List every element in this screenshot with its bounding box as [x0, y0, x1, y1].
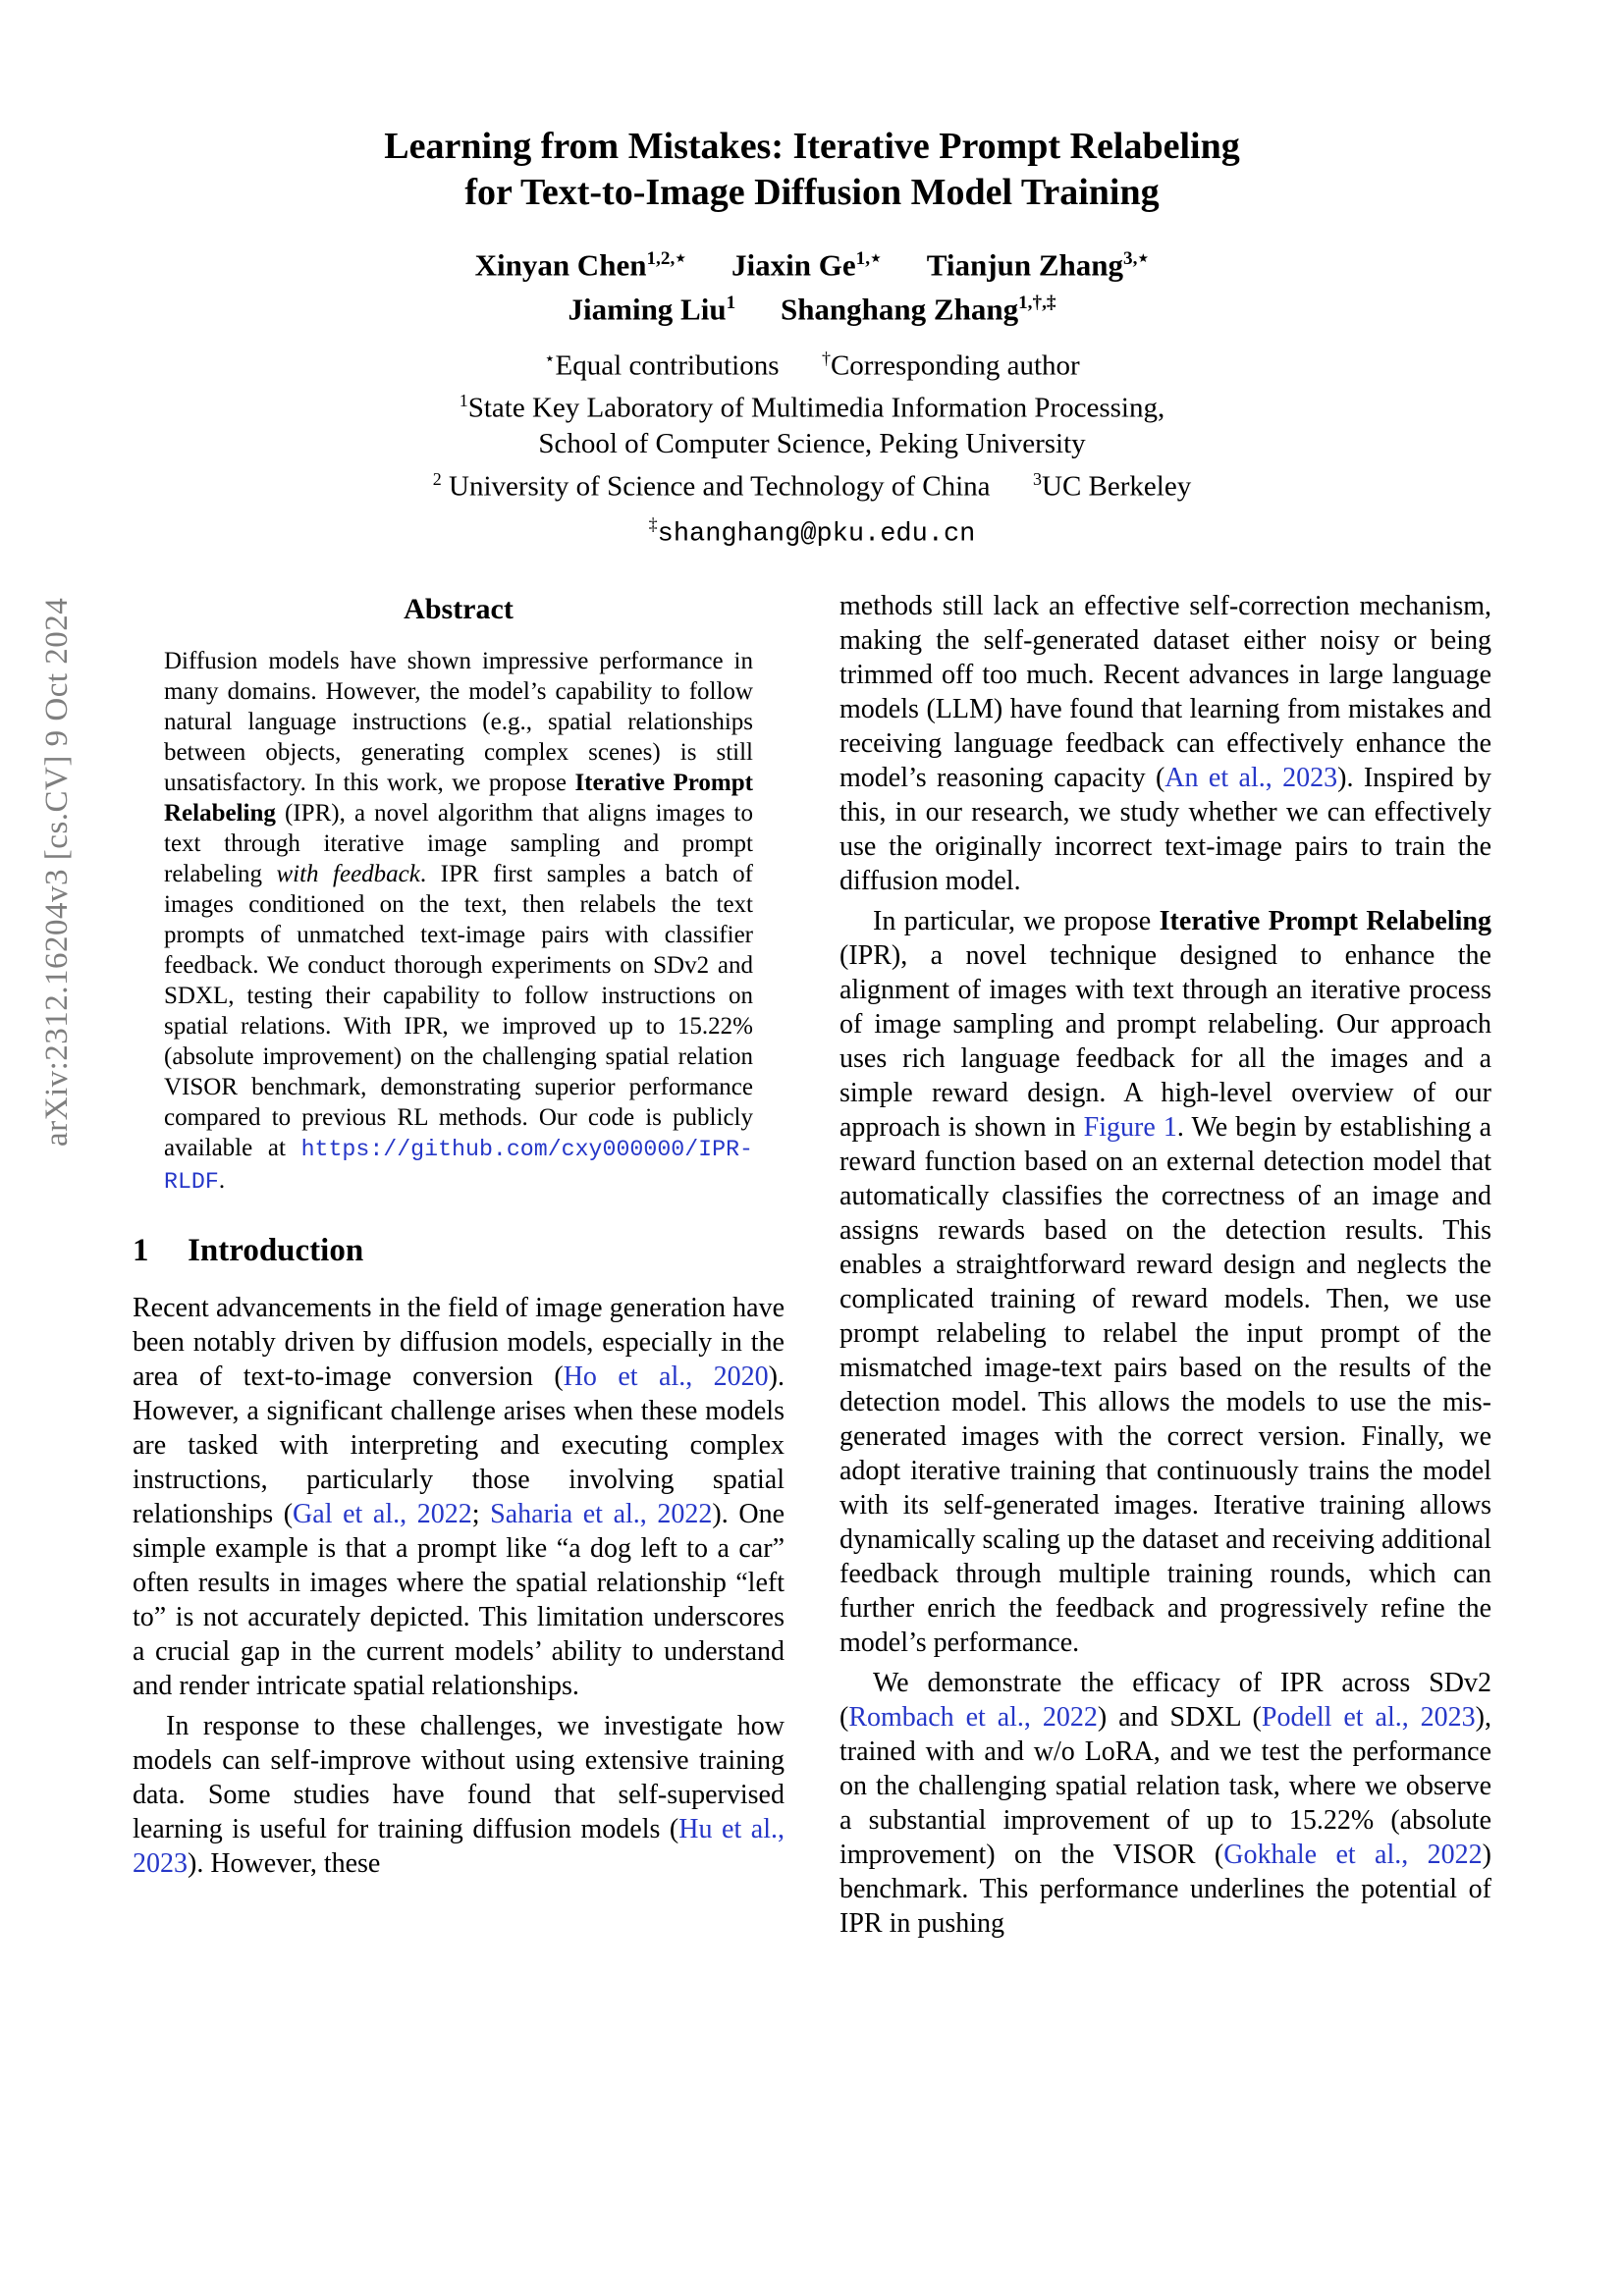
arxiv-watermark: arXiv:2312.16204v3 [cs.CV] 9 Oct 2024: [39, 597, 75, 1147]
abstract-heading: Abstract: [404, 593, 514, 626]
author-row-2: [133, 284, 1491, 328]
right-column: [839, 589, 1491, 1941]
section-heading-introduction: 1 Introduction: [133, 1233, 364, 1269]
author-superscript: 3,⋆: [1122, 248, 1150, 269]
author-shanghang-zhang: [781, 284, 1056, 328]
abstract-text: Diffusion models have shown impressive performance in many domains. However, the model’s capability to follow natural language instructions (e.g., spatial relationships between objects, generating complex scenes) is still unsatisfactory. In this work, we propose Iterative Prompt Relabeling (IPR), a novel algorithm that aligns images to text through iterative image sampling and prompt relabeling with feedback. IPR first samples a batch of images conditioned on the text, then relabels the text prompts of unmatched text-image pairs with classifier feedback. We conduct thorough experiments on SDv2 and SDXL, testing their capability to follow instructions on spatial relations. With IPR, we improved up to 15.22% (absolute improvement) on the challenging spatial relation VISOR benchmark, demonstrating superior performance compared to previous RL methods. Our code is publicly available at https://github.com/cxy000000/IPR-RLDF.: [164, 648, 753, 1196]
two-column-body: [133, 589, 1491, 1941]
paper-title: [133, 124, 1491, 216]
left-column: [133, 589, 785, 1881]
author-superscript: 1,†,‡: [1018, 293, 1056, 314]
intro-paragraph-4: In particular, we propose Iterative Prompt Relabeling (IPR), a novel technique designed to enhance the alignment of images with text through an iterative process of image sampling and prompt relabeling. Our approach uses rich language feedback for all the images and a simple reward design. A high-level overview of our approach is shown in Figure 1. We begin by establishing a reward function based on an external detection model that automatically classifies the correctness of an image and assigns rewards based on the detection results. This enables a straightforward reward design and neglects the complicated training of reward models. Then, we use prompt relabeling to relabel the input prompt of the mismatched image-text pairs based on the results of the detection model. This allows the models to use the mis-generated images with the correct version. Finally, we adopt iterative training that continuously trains the model with its self-generated images. Iterative training allows dynamically scaling up the dataset and receiving additional feedback through multiple training rounds, which can further enrich the feedback and progressively refine the model’s performance.: [839, 906, 1491, 1659]
citation-link[interactable]: Ho et al., 2020: [563, 1362, 769, 1393]
citation-link[interactable]: Rombach et al., 2022: [848, 1702, 1098, 1734]
author-xinyan-chen: [475, 240, 687, 284]
author-name: Shanghang Zhang: [780, 292, 1019, 327]
author-superscript: 1,⋆: [855, 248, 883, 269]
citation-link[interactable]: An et al., 2023: [1164, 763, 1338, 794]
intro-paragraph-5: We demonstrate the efficacy of IPR across SDv2 (Rombach et al., 2022) and SDXL (Podell et al., 2023), trained with and w/o LoRA, and we test the performance on the challenging spatial relation task, where we observe a substantial improvement of up to 15.22% (absolute improvement) on the VISOR (Gokhale et al., 2022) benchmark. This performance underlines the potential of IPR in pushing: [839, 1668, 1491, 1940]
corresponding-email: ‡shanghang@pku.edu.cn: [648, 513, 976, 550]
author-name: Jiaxin Ge: [731, 247, 856, 283]
intro-paragraph-1: Recent advancements in the field of image generation have been notably driven by diffusion models, especially in the area of text-to-image conversion (Ho et al., 2020). However, a significant challenge arises when these models are tasked with interpreting and executing complex instructions, particularly those involving spatial relationships (Gal et al., 2022; Saharia et al., 2022). One simple example is that a prompt like “a dog left to a car” often results in images where the spatial relationship “left to” is not accurately depicted. This limitation underscores a crucial gap in the current models’ ability to understand and render intricate spatial relationships.: [133, 1293, 785, 1702]
affiliation-line-2: School of Computer Science, Peking University: [538, 427, 1086, 459]
figure-reference-link[interactable]: Figure 1: [1083, 1112, 1177, 1144]
citation-link[interactable]: Hu et al., 2023: [133, 1814, 785, 1880]
author-jiaxin-ge: [731, 240, 882, 284]
paper-content: [133, 0, 1491, 1941]
author-name: Jiaming Liu: [568, 292, 727, 327]
title-line-2: for Text-to-Image Diffusion Model Training: [464, 172, 1160, 213]
citation-link[interactable]: Saharia et al., 2022: [490, 1499, 713, 1530]
title-line-1: Learning from Mistakes: Iterative Prompt Relabeling: [384, 126, 1240, 167]
author-name: Xinyan Chen: [474, 247, 647, 283]
citation-link[interactable]: Gal et al., 2022: [293, 1499, 472, 1530]
code-repository-link[interactable]: https://github.com/cxy000000/IPR-RLDF: [164, 1137, 753, 1196]
author-row-1: [133, 240, 1491, 284]
author-name: Tianjun Zhang: [926, 247, 1123, 283]
contribution-note: ⋆Equal contributions †Corresponding author: [544, 347, 1080, 382]
author-jiaming-liu: [568, 284, 736, 328]
paper-header: [133, 0, 1491, 552]
intro-paragraph-3: methods still lack an effective self-correction mechanism, making the self-generated dataset either noisy or being trimmed off too much. Recent advances in large language models (LLM) have found that learning from mistakes and receiving language feedback can effectively enhance the model’s reasoning capacity (An et al., 2023). Inspired by this, in our research, we study whether we can effectively use the originally incorrect text-image pairs to train the diffusion model.: [839, 591, 1491, 897]
author-tianjun-zhang: [927, 240, 1150, 284]
citation-link[interactable]: Podell et al., 2023: [1261, 1702, 1476, 1734]
author-superscript: 1,2,⋆: [646, 248, 687, 269]
affiliation-line-1: $^1$State Key Laboratory of Multimedia Information Processing,: [459, 391, 1165, 424]
citation-link[interactable]: Gokhale et al., 2022: [1223, 1840, 1483, 1871]
author-superscript: 1: [726, 293, 736, 314]
intro-paragraph-2: In response to these challenges, we investigate how models can self-improve without using extensive training data. Some studies have found that self-supervised learning is useful for training diffusion models (Hu et al., 2023). However, these: [133, 1711, 785, 1880]
affiliation-line-3: $^2$ University of Science and Technology of China $^3$UC Berkeley: [432, 468, 1192, 503]
